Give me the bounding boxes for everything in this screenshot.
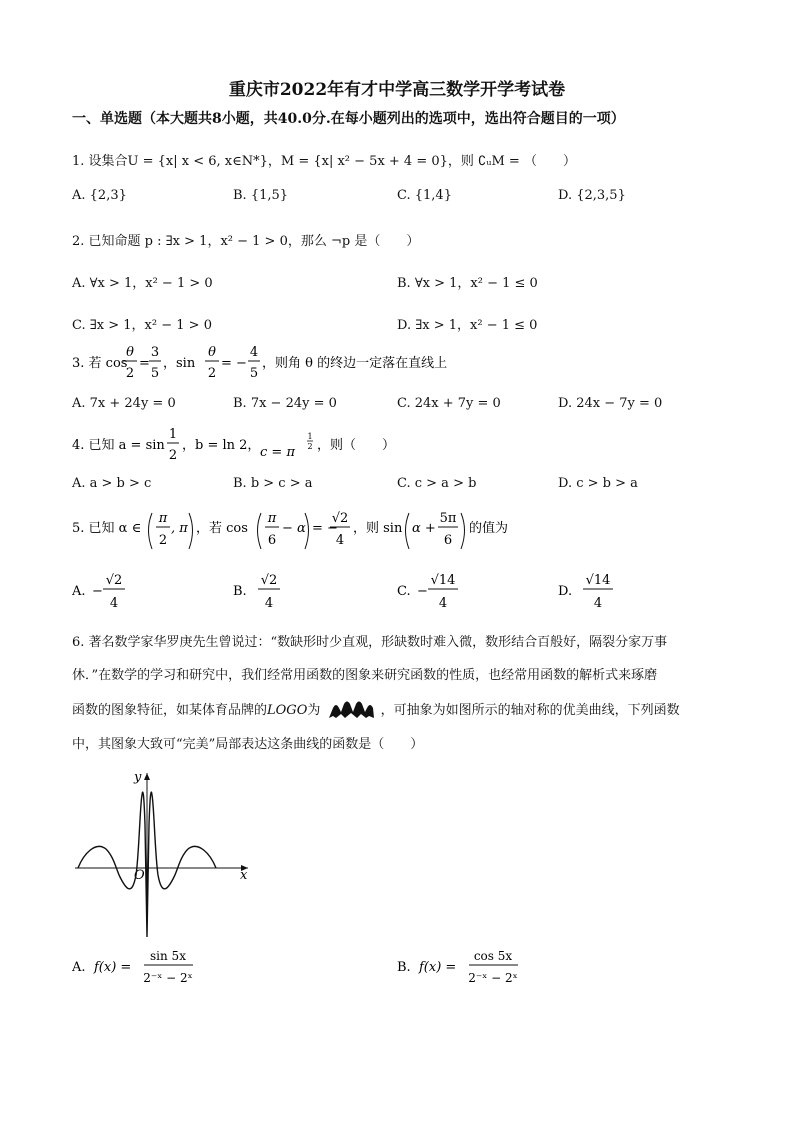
svg-text:α +: α +	[412, 521, 436, 536]
q6-line3-part-c: ，可抽象为如图所示的轴对称的优美曲线，下列函数	[380, 703, 680, 718]
question-3-stem	[72, 341, 492, 389]
svg-text:3. 若 cos: 3. 若 cos	[72, 356, 128, 371]
svg-text:4: 4	[335, 533, 345, 548]
svg-text:6: 6	[267, 533, 277, 548]
svg-text:5: 5	[150, 366, 160, 381]
svg-text:−: −	[417, 584, 428, 599]
q6-line3-part-b: 为	[307, 703, 321, 718]
svg-text:，则 sin: ，则 sin	[353, 521, 403, 536]
brand-logo-icon	[327, 698, 375, 720]
svg-text:, π: , π	[171, 521, 188, 536]
svg-text:θ: θ	[126, 345, 134, 360]
svg-text:2: 2	[125, 366, 135, 381]
question-6-line-1: 6. 著名数学家华罗庚先生曾说过：“数缺形时少直观，形缺数时难入微，数形结合百般好，隔裂分家万事	[72, 635, 668, 650]
q3-formula	[72, 341, 492, 385]
svg-text:，sin: ，sin	[163, 356, 196, 371]
svg-text:6: 6	[443, 533, 453, 548]
svg-text:cos 5x: cos 5x	[473, 949, 513, 963]
question-5-stem	[72, 505, 532, 559]
q6-function-graph	[70, 765, 260, 949]
exam-title: 重庆市2022年有才中学高三数学开学考试卷	[228, 80, 566, 100]
svg-text:2: 2	[168, 448, 178, 463]
q1-option-a[interactable]: A. {2,3}	[72, 188, 127, 203]
q5-option-d[interactable]	[558, 568, 648, 620]
svg-text:的值为: 的值为	[469, 521, 509, 536]
svg-text:√2: √2	[260, 573, 278, 588]
svg-text:= −: = −	[221, 356, 247, 371]
q3-option-c[interactable]: C. 24x + 7y = 0	[397, 396, 501, 411]
svg-text:，则角 θ 的终边一定落在直线上: ，则角 θ 的终边一定落在直线上	[262, 356, 448, 371]
q5-formula	[72, 505, 532, 555]
svg-text:sin 5x: sin 5x	[150, 949, 186, 963]
svg-text:c = π: c = π	[260, 445, 295, 460]
svg-text:− α: − α	[282, 521, 306, 536]
svg-text:A.: A.	[72, 960, 86, 975]
q1-option-d[interactable]: D. {2,3,5}	[558, 188, 626, 203]
q3-option-d[interactable]: D. 24x − 7y = 0	[558, 396, 663, 411]
question-6-line-3	[72, 698, 680, 720]
svg-text:= −: = −	[312, 521, 338, 536]
q2-option-c[interactable]: C. ∃x > 1，x² − 1 > 0	[72, 318, 212, 333]
svg-text:5: 5	[249, 366, 259, 381]
svg-text:π: π	[267, 511, 277, 526]
svg-text:√2: √2	[105, 573, 123, 588]
svg-text:f(x) =: f(x) =	[419, 960, 457, 975]
svg-text:2: 2	[158, 533, 168, 548]
svg-text:1: 1	[307, 432, 313, 441]
q4-formula	[72, 425, 432, 469]
svg-text:5. 已知 α ∈: 5. 已知 α ∈	[72, 521, 142, 536]
svg-text:2⁻ˣ − 2ˣ: 2⁻ˣ − 2ˣ	[143, 971, 193, 985]
q1-option-b[interactable]: B. {1,5}	[233, 188, 289, 203]
svg-text:√14: √14	[430, 573, 456, 588]
svg-text:C.: C.	[397, 584, 411, 599]
q5-option-b[interactable]	[233, 568, 313, 620]
q1-option-c[interactable]: C. {1,4}	[397, 188, 452, 203]
svg-text:2: 2	[307, 442, 313, 451]
svg-text:θ: θ	[208, 345, 216, 360]
svg-text:2: 2	[207, 366, 217, 381]
q2-option-a[interactable]: A. ∀x > 1，x² − 1 > 0	[72, 276, 213, 291]
svg-text:A.: A.	[72, 584, 86, 599]
q6-line3-part-a: 函数的图象特征，如某体育品牌的	[72, 703, 268, 718]
svg-text:，若 cos: ，若 cos	[196, 521, 248, 536]
q3-option-b[interactable]: B. 7x − 24y = 0	[233, 396, 337, 411]
svg-text:4. 已知 a = sin: 4. 已知 a = sin	[72, 438, 165, 453]
q2-option-d[interactable]: D. ∃x > 1，x² − 1 ≤ 0	[397, 318, 538, 333]
svg-text:=: =	[139, 356, 150, 371]
q4-option-a[interactable]: A. a > b > c	[72, 476, 152, 491]
svg-text:2⁻ˣ − 2ˣ: 2⁻ˣ − 2ˣ	[468, 971, 518, 985]
origin-label: O	[134, 868, 145, 883]
svg-text:f(x) =: f(x) =	[94, 960, 132, 975]
svg-text:，b = ln 2，: ，b = ln 2，	[182, 438, 261, 453]
q5-option-a[interactable]	[72, 568, 152, 620]
svg-text:−: −	[92, 584, 103, 599]
svg-text:√2: √2	[331, 511, 349, 526]
svg-text:4: 4	[249, 345, 259, 360]
q6-option-a[interactable]	[72, 945, 252, 997]
question-6-line-4: 中，其图象大致可“完美”局部表达这条曲线的函数是（ ）	[72, 737, 424, 752]
svg-text:3: 3	[150, 345, 160, 360]
question-1-stem: 1. 设集合U = {x| x < 6, x∈N*}，M = {x| x² − 5x + 4 = 0}，则 ∁ᵤM = （ ）	[72, 154, 576, 169]
svg-text:B.: B.	[233, 584, 247, 599]
q4-option-c[interactable]: C. c > a > b	[397, 476, 477, 491]
x-axis-label: x	[240, 868, 248, 883]
svg-text:4: 4	[593, 596, 603, 611]
svg-text:4: 4	[438, 596, 448, 611]
y-axis-label: y	[134, 770, 142, 785]
q4-option-d[interactable]: D. c > b > a	[558, 476, 638, 491]
svg-text:D.: D.	[558, 584, 573, 599]
q6-option-b[interactable]	[397, 945, 577, 997]
question-4-stem	[72, 425, 432, 473]
svg-text:√14: √14	[585, 573, 611, 588]
q3-option-a[interactable]: A. 7x + 24y = 0	[72, 396, 176, 411]
svg-text:4: 4	[264, 596, 274, 611]
q5-option-c[interactable]	[397, 568, 487, 620]
q2-option-b[interactable]: B. ∀x > 1，x² − 1 ≤ 0	[397, 276, 538, 291]
question-6-line-2: 休．”在数学的学习和研究中，我们经常用函数的图象来研究函数的性质，也经常用函数的解析式来琢磨	[72, 668, 658, 683]
logo-word: LOGO	[267, 703, 308, 718]
section-heading: 一、单选题（本大题共8小题，共40.0分.在每小题列出的选项中，选出符合题目的一项）	[72, 111, 625, 127]
question-2-stem: 2. 已知命题 p : ∃x > 1，x² − 1 > 0，那么 ¬p 是（ ）	[72, 234, 420, 249]
svg-text:4: 4	[109, 596, 119, 611]
svg-text:π: π	[158, 511, 168, 526]
svg-text:5π: 5π	[439, 511, 457, 526]
svg-text:1: 1	[168, 427, 178, 442]
svg-text:，则（ ）: ，则（ ）	[317, 438, 396, 453]
svg-text:B.: B.	[397, 960, 411, 975]
q4-option-b[interactable]: B. b > c > a	[233, 476, 313, 491]
